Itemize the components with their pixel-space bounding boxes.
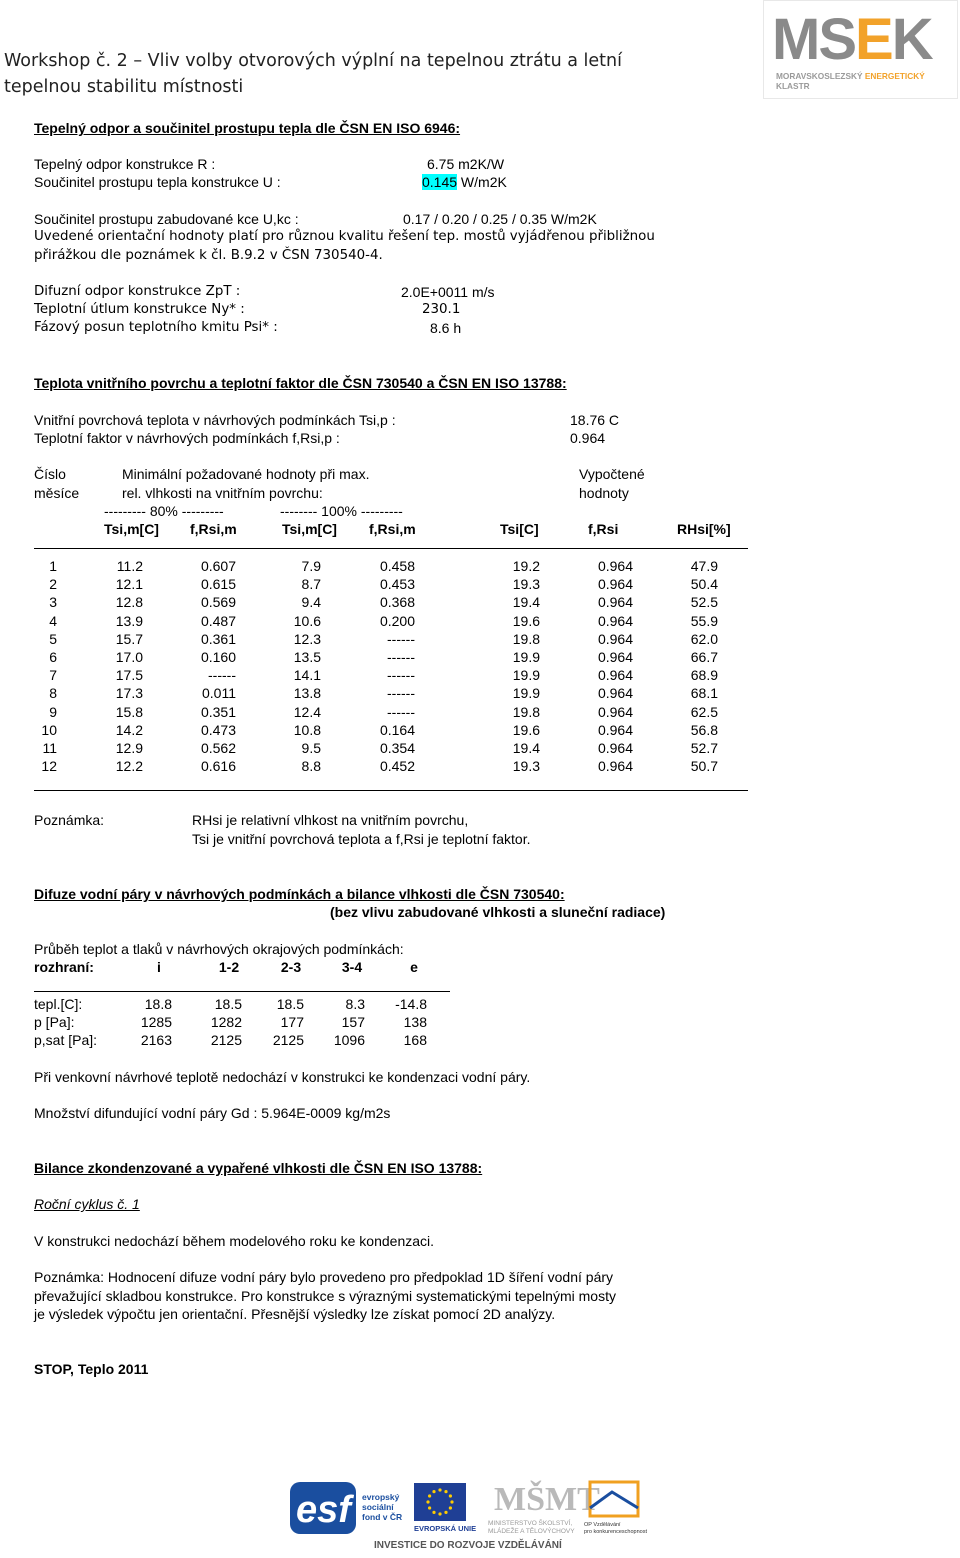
profile-col-header: 3-4 <box>341 959 363 975</box>
table-cell: ------ <box>387 630 415 647</box>
ukc-label: Součinitel prostupu zabudované kce U,kc : <box>34 211 299 227</box>
profile-cell: 2125 <box>272 1032 304 1049</box>
msek-logo-sub-b: ENERGETICKÝ <box>864 71 925 81</box>
month-number: 8 <box>49 685 57 702</box>
eu-star-icon <box>450 1500 453 1503</box>
table-cell: 14.2 <box>115 721 143 738</box>
table-cell: 17.0 <box>115 649 143 665</box>
table-cell: 62.5 <box>690 703 718 720</box>
eu-star-icon <box>428 1494 431 1497</box>
esf-logo-mark <box>290 1478 360 1538</box>
profile-cell: 157 <box>341 1014 365 1031</box>
svg-text:MŠMT: MŠMT <box>494 1481 600 1518</box>
table-cell: 10.8 <box>293 721 321 738</box>
table-cell: 14.1 <box>293 667 321 684</box>
zpt-label: Difuzní odpor konstrukce ZpT : <box>34 284 241 299</box>
table-cell: 19.3 <box>512 758 540 775</box>
table-cell: 8.8 <box>301 758 321 775</box>
gd-text: Množství difundující vodní páry Gd : 5.964E-0009 kg/m2s <box>34 1105 391 1121</box>
table-cell: 9.5 <box>301 740 321 756</box>
zpt-value: 2.0E+0011 m/s <box>401 284 495 300</box>
table-cell: 13.8 <box>293 685 321 702</box>
profile-cell: 18.8 <box>144 996 172 1012</box>
table-cell: ------ <box>387 703 415 720</box>
table-cell: 0.607 <box>200 558 236 574</box>
msek-logo-subtitle <box>776 71 957 91</box>
svg-text:esf: esf <box>296 1489 351 1531</box>
table-cell: 9.4 <box>301 594 321 611</box>
msek-logo-sub-a: MORAVSKOSLEZSKÝ <box>776 71 863 81</box>
month-number: 1 <box>49 558 57 574</box>
table-cell: 55.9 <box>690 612 718 629</box>
op-text-b: pro konkurenceschopnost <box>584 1529 647 1535</box>
table-cell: 19.9 <box>512 667 540 684</box>
table-cell: 0.452 <box>379 758 415 775</box>
ny-value: 230.1 <box>422 302 461 317</box>
u-value <box>422 173 507 191</box>
table-cell: ------ <box>208 667 236 684</box>
table-cell: 8.7 <box>301 576 321 593</box>
r-label: Tepelný odpor konstrukce R : <box>34 156 216 172</box>
table-cell: 11.2 <box>116 558 143 574</box>
month-number: 11 <box>42 740 57 756</box>
eu-star-icon <box>449 1494 452 1497</box>
table-cell: 66.7 <box>690 649 718 665</box>
col-hdr-frsi: f,Rsi <box>588 521 619 537</box>
table-cell: 15.7 <box>115 630 143 647</box>
table-cell: 12.3 <box>293 630 321 647</box>
eu-star-icon <box>444 1490 447 1493</box>
table-cell: 0.351 <box>200 703 236 720</box>
section4-note-line2: převažující skladbou konstrukce. Pro konstrukce s výraznými systematickými tepelnými mosty <box>34 1288 616 1304</box>
month-number: 2 <box>49 576 57 593</box>
stop-signature: STOP, Teplo 2011 <box>34 1361 149 1377</box>
ukc-value: 0.17 / 0.20 / 0.25 / 0.35 W/m2K <box>403 211 597 227</box>
investice-slogan: INVESTICE DO ROZVOJE VZDĚLÁVÁNÍ <box>374 1540 562 1551</box>
table-cell: 12.2 <box>115 758 143 775</box>
col-hdr-frsim-80: f,Rsi,m <box>190 521 237 537</box>
table-cell: 0.562 <box>200 740 236 756</box>
col-hdr-rhsi: RHsi[%] <box>677 521 731 537</box>
eu-star-icon <box>432 1511 435 1514</box>
table-cell: 19.3 <box>512 576 540 593</box>
profile-cell: 18.5 <box>276 996 304 1012</box>
u-label: Součinitel prostupu tepla konstrukce U : <box>34 174 281 190</box>
month-number: 4 <box>49 612 57 629</box>
msmt-text <box>488 1520 575 1536</box>
psi-value: 8.6 h <box>430 320 462 336</box>
profile-cell: 177 <box>280 1014 304 1031</box>
table-cell: 12.1 <box>115 576 143 593</box>
table-cell: 7.9 <box>301 558 321 574</box>
eu-star-icon <box>428 1506 431 1509</box>
section4-note-line1: Poznámka: Hodnocení difuze vodní páry bylo provedeno pro předpoklad 1D šíření vodní páry <box>34 1269 614 1285</box>
table-cell: 0.964 <box>597 685 633 702</box>
table-cell: 50.7 <box>690 758 718 775</box>
annual-cycle: Roční cyklus č. 1 <box>34 1196 140 1212</box>
table-cell: 0.458 <box>379 558 415 574</box>
profile-row-label: tepl.[C]: <box>34 996 83 1012</box>
table-cell: 52.5 <box>690 594 718 611</box>
table-cell: 13.5 <box>293 649 321 665</box>
month-number: 7 <box>49 667 57 684</box>
table-cell: 0.964 <box>597 758 633 775</box>
month-number: 5 <box>49 630 57 647</box>
profile-row-label: p [Pa]: <box>34 1014 75 1031</box>
ny-label: Teplotní útlum konstrukce Ny* : <box>34 302 245 317</box>
table-cell: 68.9 <box>690 667 718 684</box>
table-cell: 0.473 <box>200 721 236 738</box>
table-cell: 0.964 <box>597 721 633 738</box>
profile-intro: Průběh teplot a tlaků v návrhových okrajových podmínkách: <box>34 941 404 957</box>
table-cell: ------ <box>387 685 415 702</box>
profile-col-header: 1-2 <box>218 959 240 975</box>
profile-row-label: p,sat [Pa]: <box>34 1032 98 1049</box>
col-hdr-tsim-100: Tsi,m[C] <box>282 521 337 537</box>
table-cell: 0.569 <box>200 594 236 611</box>
table-cell: 0.964 <box>597 703 633 720</box>
table-cell: 15.8 <box>115 703 143 720</box>
frsi-label: Teplotní faktor v návrhových podmínkách f,Rsi,p : <box>34 430 340 446</box>
profile-cell: 2125 <box>210 1032 242 1049</box>
op-logo <box>584 1478 664 1538</box>
msmt-text-b: MLÁDEŽE A TĚLOVÝCHOVY <box>488 1528 575 1535</box>
table-cell: 0.964 <box>597 612 633 629</box>
table-cell: 0.964 <box>597 558 633 574</box>
table-cell: 0.160 <box>200 649 236 665</box>
section1-heading: Tepelný odpor a součinitel prostupu tepla dle ČSN EN ISO 6946: <box>34 120 461 136</box>
table-cell: 0.964 <box>597 576 633 593</box>
profile-cell: 168 <box>403 1032 427 1049</box>
esf-text-a: evropský <box>362 1492 400 1502</box>
section4-heading: Bilance zkondenzované a vypařené vlhkosti dle ČSN EN ISO 13788: <box>34 1160 483 1176</box>
page-title-line1: Workshop č. 2 – Vliv volby otvorových výplní na tepelnou ztrátu a letní <box>4 51 622 71</box>
eu-star-icon <box>444 1511 447 1514</box>
table-hdr-mesice: měsíce <box>34 485 80 501</box>
eu-star-icon <box>432 1490 435 1493</box>
table-cell: 0.964 <box>597 630 633 647</box>
table-cell: 0.964 <box>597 740 633 756</box>
month-number: 10 <box>41 721 57 738</box>
section4-note-line3: je výsledek výpočtu jen orientační. Přesnější výsledky lze získat pomocí 2D analýzy. <box>34 1306 556 1322</box>
table-hdr-cislo: Číslo <box>34 466 66 482</box>
table-cell: 0.453 <box>379 576 415 593</box>
msek-logo-text: MSEK <box>772 7 932 72</box>
msek-logo-sub-c: KLASTR <box>776 81 810 91</box>
profile-cell: 18.5 <box>214 996 242 1012</box>
table-cell: 12.4 <box>293 703 321 720</box>
msek-logo-letters <box>772 7 932 72</box>
r-value: 6.75 m2K/W <box>427 156 505 172</box>
table-cell: 0.964 <box>597 594 633 611</box>
month-number: 3 <box>49 594 57 611</box>
frsi-value: 0.964 <box>570 430 606 446</box>
table-rule-bottom <box>34 790 748 791</box>
eu-label: EVROPSKÁ UNIE <box>414 1524 477 1533</box>
eu-star-icon <box>426 1500 429 1503</box>
table-hdr-100: -------- 100% --------- <box>280 503 403 519</box>
profile-cell: 8.3 <box>345 996 365 1012</box>
section2-heading: Teplota vnitřního povrchu a teplotní faktor dle ČSN 730540 a ČSN EN ISO 13788: <box>34 375 567 391</box>
table-hdr-vyp2: hodnoty <box>579 485 629 501</box>
table-cell: 0.354 <box>379 740 415 756</box>
month-number: 9 <box>49 703 57 720</box>
table-cell: 19.2 <box>512 558 540 574</box>
table-cell: 0.964 <box>597 667 633 684</box>
table-cell: 19.4 <box>512 740 540 756</box>
esf-text-b: sociální <box>362 1502 394 1512</box>
ukc-note-line2: přirážkou dle poznámek k čl. B.9.2 v ČSN 730540-4. <box>34 248 383 263</box>
msek-logo <box>763 0 958 99</box>
table-cell: 0.487 <box>200 612 236 629</box>
col-hdr-tsim-80: Tsi,m[C] <box>104 521 159 537</box>
table-cell: 56.8 <box>690 721 718 738</box>
profile-hdr-label: rozhraní: <box>34 959 94 975</box>
no-condensation-text: V konstrukci nedochází během modelového roku ke kondenzaci. <box>34 1233 435 1249</box>
profile-cell: 1282 <box>210 1014 242 1031</box>
table-cell: 19.6 <box>512 721 540 738</box>
msmt-logo-mark <box>488 1478 600 1518</box>
tsip-value: 18.76 C <box>570 412 620 428</box>
profile-col-header: 2-3 <box>280 959 302 975</box>
section2-note-line1: RHsi je relativní vlhkost na vnitřním povrchu, <box>192 812 469 828</box>
op-text-a: OP Vzdělávání <box>584 1522 621 1528</box>
table-cell: 17.5 <box>115 667 143 684</box>
month-number: 6 <box>49 649 57 665</box>
profile-cell: 2163 <box>140 1032 172 1049</box>
esf-text-c: fond v ČR <box>362 1512 403 1522</box>
condensation-note: Při venkovní návrhové teplotě nedochází v konstrukci ke kondenzaci vodní páry. <box>34 1069 531 1085</box>
table-cell: 52.7 <box>690 740 718 756</box>
col-hdr-tsi: Tsi[C] <box>500 521 539 537</box>
table-cell: 0.964 <box>597 649 633 665</box>
profile-cell: 138 <box>403 1014 427 1031</box>
eu-star-icon <box>438 1512 441 1515</box>
table-cell: 12.8 <box>115 594 143 611</box>
page-title-line2: tepelnou stabilitu místnosti <box>4 77 244 97</box>
table-cell: 19.6 <box>512 612 540 629</box>
table-cell: 0.011 <box>202 685 236 702</box>
table-cell: 0.361 <box>200 630 236 647</box>
msmt-logo <box>488 1478 600 1538</box>
msmt-text-a: MINISTERSTVO ŠKOLSTVÍ, <box>488 1520 573 1527</box>
table-cell: 68.1 <box>690 685 718 702</box>
table-cell: 0.200 <box>379 612 415 629</box>
table-cell: 13.9 <box>115 612 143 629</box>
eu-star-icon <box>449 1506 452 1509</box>
profile-cell: 1096 <box>333 1032 365 1049</box>
col-hdr-frsim-100: f,Rsi,m <box>369 521 416 537</box>
eu-star-icon <box>438 1488 441 1491</box>
table-cell: 10.6 <box>293 612 321 629</box>
section3-heading: Difuze vodní páry v návrhových podmínkách a bilance vlhkosti dle ČSN 730540: <box>34 886 565 902</box>
table-hdr-vyp1: Vypočtené <box>579 466 645 482</box>
table-cell: 19.9 <box>512 685 540 702</box>
table-cell: 19.9 <box>512 649 540 665</box>
table-cell: 19.4 <box>512 594 540 611</box>
table-cell: 62.0 <box>690 630 718 647</box>
table-hdr-min1: Minimální požadované hodnoty při max. <box>122 466 370 482</box>
table-cell: ------ <box>387 667 415 684</box>
table-hdr-80: --------- 80% --------- <box>104 503 224 519</box>
table-cell: 0.615 <box>200 576 236 593</box>
section2-note-line2: Tsi je vnitřní povrchová teplota a f,Rsi je teplotní faktor. <box>192 831 531 847</box>
section3-subheading: (bez vlivu zabudované vlhkosti a sluneční radiace) <box>330 904 666 920</box>
table-cell: 47.9 <box>690 558 718 574</box>
table-cell: 17.3 <box>115 685 143 702</box>
eu-flag-logo <box>414 1483 477 1538</box>
table-cell: 0.368 <box>379 594 415 611</box>
profile-col-header: i <box>157 959 161 975</box>
profile-cell: -14.8 <box>395 996 427 1012</box>
esf-logo-text <box>362 1492 402 1522</box>
eu-flag-icon <box>414 1483 466 1521</box>
esf-logo <box>290 1478 403 1538</box>
table-hdr-min2: rel. vlhkosti na vnitřním povrchu: <box>122 485 323 501</box>
op-text <box>584 1522 647 1536</box>
profile-col-header: e <box>410 959 418 975</box>
month-number: 12 <box>41 758 57 775</box>
table-cell: 19.8 <box>512 703 540 720</box>
table-cell: 50.4 <box>690 576 718 593</box>
u-value-highlight: 0.145 <box>422 174 458 190</box>
ukc-note-line1: Uvedené orientační hodnoty platí pro různou kvalitu řešení tep. mostů vyjádřenou přibližnou <box>34 229 655 244</box>
table-cell: 0.164 <box>379 721 415 738</box>
profile-rule <box>34 991 450 992</box>
table-cell: 12.9 <box>115 740 143 756</box>
op-logo-mark <box>584 1478 646 1520</box>
table-cell: ------ <box>387 649 415 665</box>
tsip-label: Vnitřní povrchová teplota v návrhových podmínkách Tsi,p : <box>34 412 396 428</box>
profile-cell: 1285 <box>140 1014 172 1031</box>
u-value-unit: W/m2K <box>457 174 507 190</box>
table-rule-top <box>34 548 748 549</box>
msek-logo-accent: E <box>855 7 892 72</box>
table-cell: 19.8 <box>512 630 540 647</box>
table-cell: 0.616 <box>200 758 236 775</box>
psi-label: Fázový posun teplotního kmitu Psi* : <box>34 320 278 335</box>
section2-note-label: Poznámka: <box>34 812 105 828</box>
